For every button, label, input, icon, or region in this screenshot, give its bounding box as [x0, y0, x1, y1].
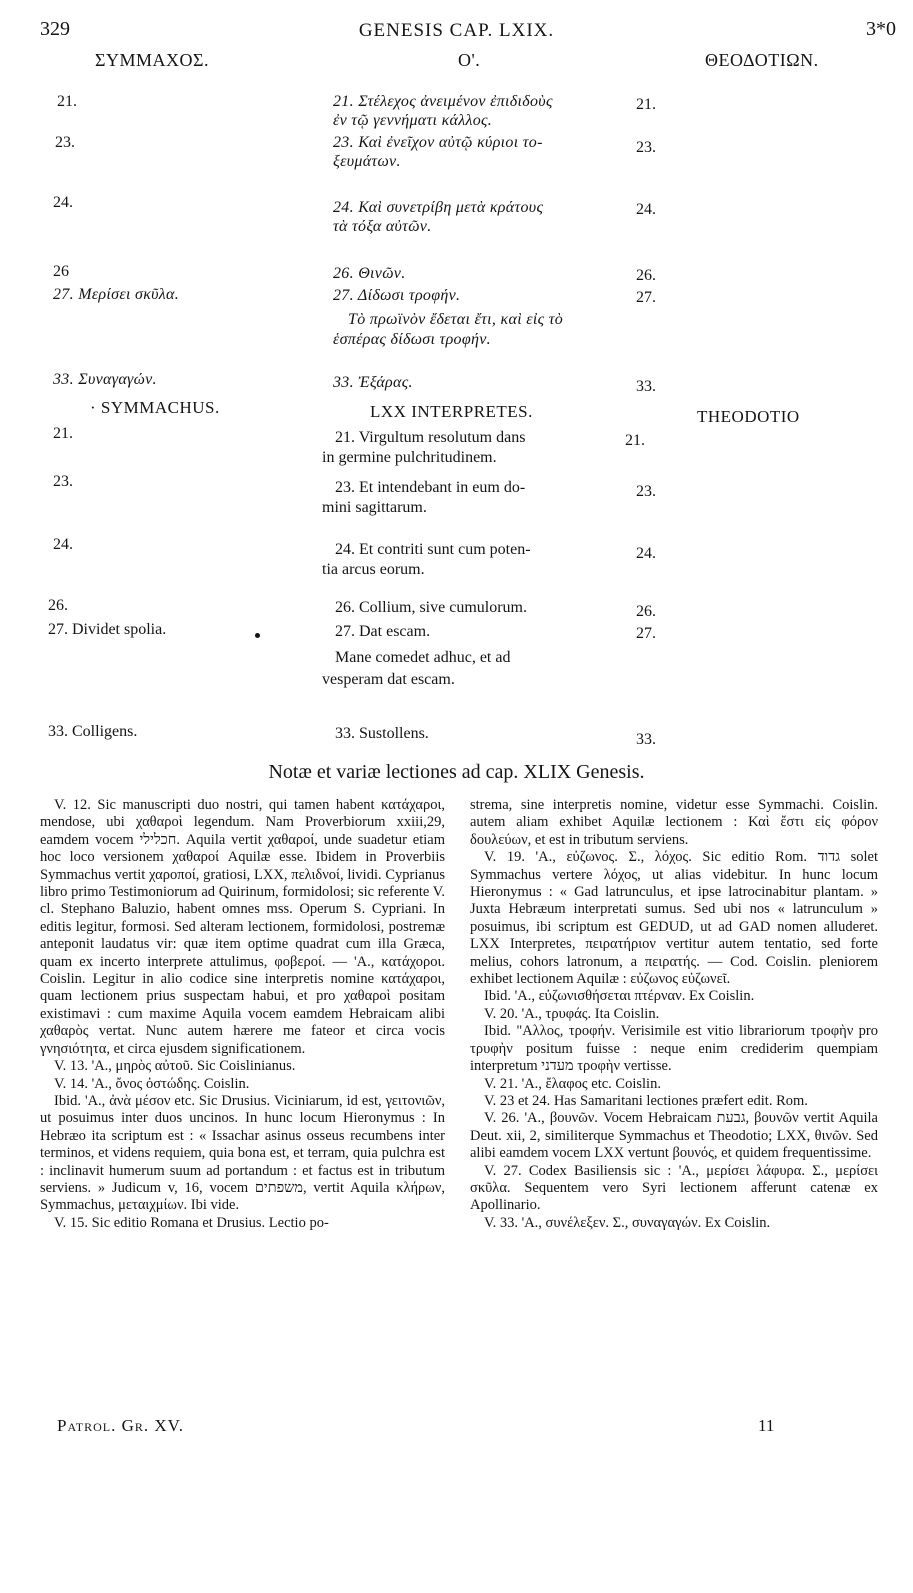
notes-title: Notæ et variæ lectiones ad cap. XLIX Genesis. [268, 761, 645, 783]
note-paragraph: V. 15. Sic editio Romana et Drusius. Lectio po- [54, 1214, 329, 1231]
greek-theodotion-verse: 33. [636, 378, 656, 395]
greek-symmachus-verse: 33. Συναγαγών. [53, 371, 157, 388]
note-paragraph: V. 12. Sic manuscripti duo nostri, qui tamen habent κατάχαροι, mendose, ubi χαθαροὶ legendum. Nam Proverbiorum xxiii,29, eamdem vocem חכלילי. Aquila vertit χαθαροί, unde suadetur etiam hoc loco versionem χαθαροί Aquilæ esse. Ibidem in Proverbiis Symmachus vertit χαροποί, gratiosi, LXX, πελιδνοί, lividi. Cyprianus libro primo Testimoniorum ad Quirinum, formidolosi; sic referente V. cl. Stephano Baluzio, habent omnes mss. Operum S. Cypriani. In editis legitur, formosi. Sed alteram lectionem, formidolosi, postremæ anteponit laudatus vir: quæ item optime quadrat cum illa Græca, quam ex incerto interprete attulimus, φοβεροί. — 'Α., κατάχοροι. Coislin. Legitur in alio codice sine interpretis nomine κατάχαροι, quam lectionem prius suspectam habui, et pro χαθαροὶ positam existimavi : cum maxime Aquila vocem eamdem Hebraicam alibi χαθαρὸς vertat. Nunc autem hærere me fateor et circa vocis γνησιότητα, et circa ejusdem significationem. [40, 797, 445, 1057]
note-paragraph: V. 21. 'Α., ἔλαφος etc. Coislin. [484, 1075, 661, 1092]
greek-symmachus-verse: 27. Μερίσει σκῦλα. [53, 286, 180, 303]
running-title: GENESIS CAP. LXIX. [358, 20, 555, 41]
greek-lxx-line: 24. Καὶ συνετρίβη μετὰ κράτους [333, 199, 544, 216]
latin-lxx-line: 24. Et contriti sunt cum poten- [335, 541, 531, 558]
greek-lxx-line: ἑσπέρας δίδωσι τροφήν. [333, 331, 491, 348]
latin-lxx-line: 26. Collium, sive cumulorum. [335, 599, 527, 616]
latin-theodotion-verse: 24. [636, 545, 656, 562]
latin-lxx-line: mini sagittarum. [322, 499, 427, 516]
notes-column-left [40, 797, 445, 1232]
latin-symmachus-verse: 27. Dividet spolia. [48, 621, 167, 638]
greek-symmachus-verse: 23. [55, 134, 75, 151]
greek-lxx-line: 27. Δίδωσι τροφήν. [333, 287, 461, 304]
heading-symmachus-latin: · SYMMACHUS. [90, 398, 220, 417]
heading-lxx-greek: Ο'. [458, 50, 481, 70]
note-paragraph: V. 26. 'Α., βουνῶν. Vocem Hebraicam גבעת, βουνῶν vertit Aquila Deut. xii, 2, similiterque Symmachus et Theodotio; LXX, θινῶν. Sed alibi eamdem vocem LXX vertunt βουνός, et quidem frequentissime. [470, 1110, 878, 1162]
greek-theodotion-verse: 26. [636, 267, 656, 284]
latin-lxx-line: 21. Virgultum resolutum dans [335, 429, 526, 446]
note-paragraph: V. 23 et 24. Has Samaritani lectiones præfert edit. Rom. [484, 1092, 808, 1109]
latin-lxx-line: tia arcus eorum. [322, 561, 425, 578]
note-paragraph: V. 14. 'Α., ὄνος ὀστώδης. Coislin. [54, 1075, 250, 1092]
greek-lxx-line: τὰ τόξα αὐτῶν. [333, 218, 432, 235]
note-paragraph: V. 20. 'Α., τρυφάς. Ita Coislin. [484, 1005, 660, 1022]
greek-theodotion-verse: 24. [636, 201, 656, 218]
note-paragraph: strema, sine interpretis nomine, videtur esse Symmachi. Coislin. autem aliam exhibet Aquilæ lectionem : Καὶ ἔστι εἰς φόρον δουλεύων, et est in tributum serviens. [470, 797, 878, 848]
heading-theodotion-greek: ΘΕΟΔΟΤΙΩΝ. [705, 50, 819, 70]
greek-lxx-line: ἐν τῷ γεννήματι κάλλος. [333, 112, 493, 129]
note-paragraph: V. 13. 'Α., μηρὸς αὐτοῦ. Sic Coislinianus. [54, 1058, 296, 1075]
heading-theodotion-latin: THEODOTIO [697, 407, 800, 426]
notes-column-right [470, 797, 878, 1232]
note-paragraph: V. 33. 'Α., συνέλεξεν. Σ., συναγαγών. Ex Coislin. [484, 1214, 771, 1231]
latin-symmachus-verse: 23. [53, 473, 73, 490]
latin-symmachus-verse: 21. [53, 425, 73, 442]
stray-dot [255, 633, 260, 638]
greek-symmachus-verse: 24. [53, 194, 73, 211]
footer-series: Patrol. Gr. XV. [57, 1416, 185, 1435]
greek-lxx-line: 23. Καὶ ἐνεῖχον αὐτῷ κύριοι το- [333, 134, 543, 151]
note-paragraph: V. 27. Codex Basiliensis sic : 'Α., μερίσει λάφυρα. Σ., μερίσει σκῦλα. Sequentem vero Syri lectionem afferunt catenæ ex Apollinario. [470, 1162, 878, 1214]
greek-theodotion-verse: 23. [636, 139, 656, 156]
heading-lxx-latin: LXX INTERPRETES. [370, 402, 533, 421]
heading-symmachus-greek: ΣΥΜΜΑΧΟΣ. [95, 50, 209, 70]
greek-symmachus-verse: 21. [57, 93, 77, 110]
latin-lxx-line: 27. Dat escam. [335, 623, 431, 640]
footer-signature: 11 [758, 1416, 775, 1435]
greek-symmachus-verse: 26 [53, 263, 69, 280]
greek-theodotion-verse: 21. [636, 96, 656, 113]
latin-symmachus-verse: 24. [53, 536, 73, 553]
page-number-right: 3*0 [866, 18, 896, 40]
latin-lxx-line: vesperam dat escam. [322, 671, 455, 688]
latin-theodotion-verse: 27. [636, 625, 656, 642]
greek-theodotion-verse: 27. [636, 289, 656, 306]
greek-lxx-line: 21. Στέλεχος ἀνειμένον ἐπιδιδοὺς [333, 93, 553, 110]
latin-symmachus-verse: 33. Colligens. [48, 723, 138, 740]
latin-theodotion-verse: 23. [636, 483, 656, 500]
greek-lxx-line: 26. Θινῶν. [333, 265, 406, 282]
note-paragraph: Ibid. 'Α., ἀνὰ μέσον etc. Sic Drusius. Viciniarum, id est, γειτονιῶν, ut posuimus inter duos uncinos. In hunc locum Hieronymus : In Hebræo ita scriptum est : « Issachar asinus osseus recumbens inter terminos, et videns requiem, quia bona est, et terram, quia pulchra est : inclinavit humerum suum ad portandum : et factus est in tributum serviens. » Judicum v, 16, vocem משפתים, vertit Aquila κλήρων, Symmachus, μεταιχμίων. Ibi vide. [40, 1092, 445, 1214]
latin-symmachus-verse: 26. [48, 597, 68, 614]
greek-lxx-line: ξευμάτων. [333, 153, 401, 170]
page-number-left: 329 [40, 18, 70, 40]
latin-lxx-line: in germine pulchritudinem. [322, 449, 497, 466]
greek-lxx-line: 33. Ἐξάρας. [333, 374, 413, 391]
greek-lxx-line: Τὸ πρωϊνὸν ἔδεται ἔτι, καὶ εἰς τὸ [348, 311, 564, 328]
latin-lxx-line: 23. Et intendebant in eum do- [335, 479, 526, 496]
note-paragraph: Ibid. 'Α., εὐζωνισθήσεται πτέρναν. Ex Coislin. [484, 988, 755, 1005]
latin-theodotion-verse: 21. [625, 432, 645, 449]
note-paragraph: V. 19. 'Α., εὐζωνος. Σ., λόχος. Sic editio Rom. גדוד solet Symmachus vertere λόχος, ut alias videbitur. In hunc locum Hieronymus : « Gad latrunculus, et ipse latrocinabitur plantam. » Juxta Hebræum interpretati sumus. Sed ubi nos « latrunculum » posuimus, ibi scriptum est GEDUD, ut ad GAD nomen alluderet. LXX Interpretes, πειρατήριον vertitur autem tentatio, sed forte melius, cohors latronum, a πειρατής. — Cod. Coislin. pleniorem exhibet lectionem Aquilæ : εὐζωνος εὐζωνεῖ. [470, 849, 878, 988]
latin-lxx-line: 33. Sustollens. [335, 725, 429, 742]
latin-theodotion-verse: 26. [636, 603, 656, 620]
latin-lxx-line: Mane comedet adhuc, et ad [335, 649, 511, 666]
latin-theodotion-verse: 33. [636, 731, 656, 748]
note-paragraph: Ibid. "Αλλος, τροφήν. Verisimile est vitio librariorum τροφὴν pro τρυφὴν positum fuisse : neque enim crediderim quempiam interpretum מעדני τροφὴν vertisse. [470, 1023, 878, 1075]
